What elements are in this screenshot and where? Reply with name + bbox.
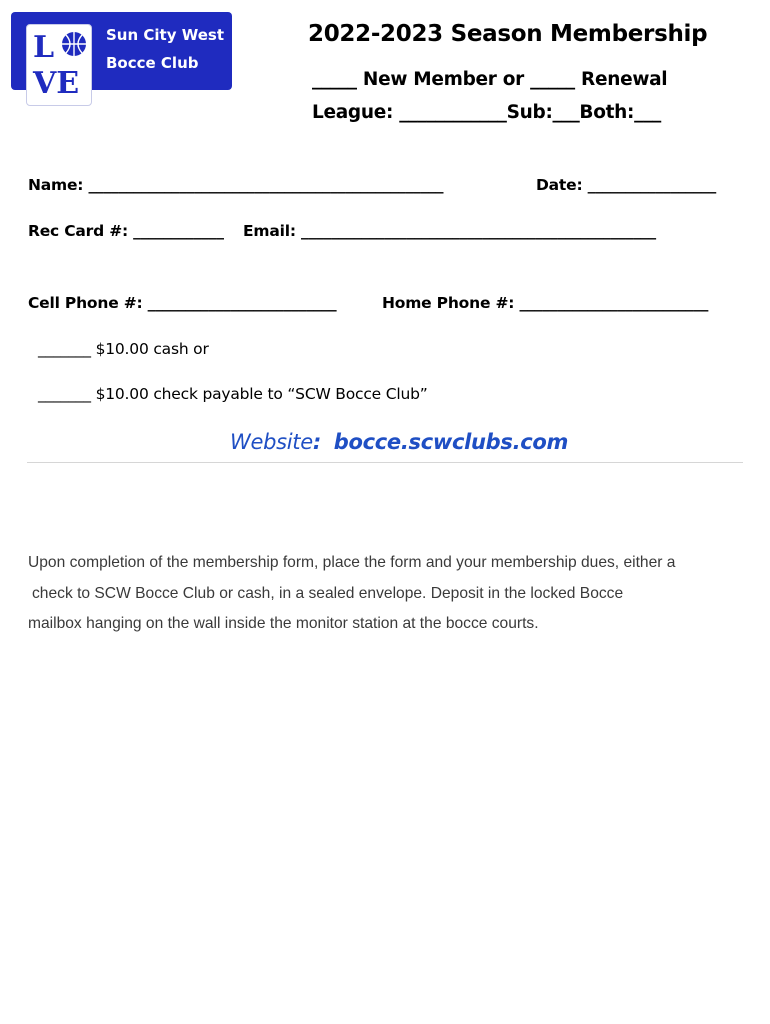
website-colon: :: [312, 430, 321, 454]
cell-phone-field: Cell Phone #: _________________________: [28, 294, 337, 312]
email-field: Email: _______________________________________________: [243, 222, 656, 240]
love-logo: [26, 24, 92, 106]
divider: [27, 462, 743, 463]
website-url[interactable]: bocce.scwclubs.com: [333, 430, 569, 454]
cash-option: _______ $10.00 cash or: [38, 340, 209, 358]
website-label: Website: [230, 430, 313, 454]
home-phone-field: Home Phone #: _________________________: [382, 294, 709, 312]
logo-letters-ve: VE: [33, 66, 80, 101]
rec-card-field: Rec Card #: ____________: [28, 222, 224, 240]
logo-text-line1: Sun City West: [106, 26, 224, 44]
page-title: 2022-2023 Season Membership: [308, 21, 708, 47]
basketball-icon: [61, 31, 87, 57]
date-field: Date: _________________: [536, 176, 716, 194]
name-field: Name: _______________________________________________: [28, 176, 444, 194]
instructions-line3: mailbox hanging on the wall inside the monitor station at the bocce courts.: [28, 615, 539, 632]
league-line: League: ____________Sub:___Both:___: [312, 102, 661, 123]
instructions-line1: Upon completion of the membership form, place the form and your membership dues, either a: [28, 554, 676, 571]
website-line: [230, 430, 568, 454]
instructions-line2: check to SCW Bocce Club or cash, in a sealed envelope. Deposit in the locked Bocce: [32, 585, 624, 602]
logo-text-line2: Bocce Club: [106, 54, 199, 72]
check-option: _______ $10.00 check payable to “SCW Bocce Club”: [38, 385, 428, 403]
member-type-line: _____ New Member or _____ Renewal: [312, 69, 668, 90]
logo-letter-l: L: [33, 30, 55, 65]
